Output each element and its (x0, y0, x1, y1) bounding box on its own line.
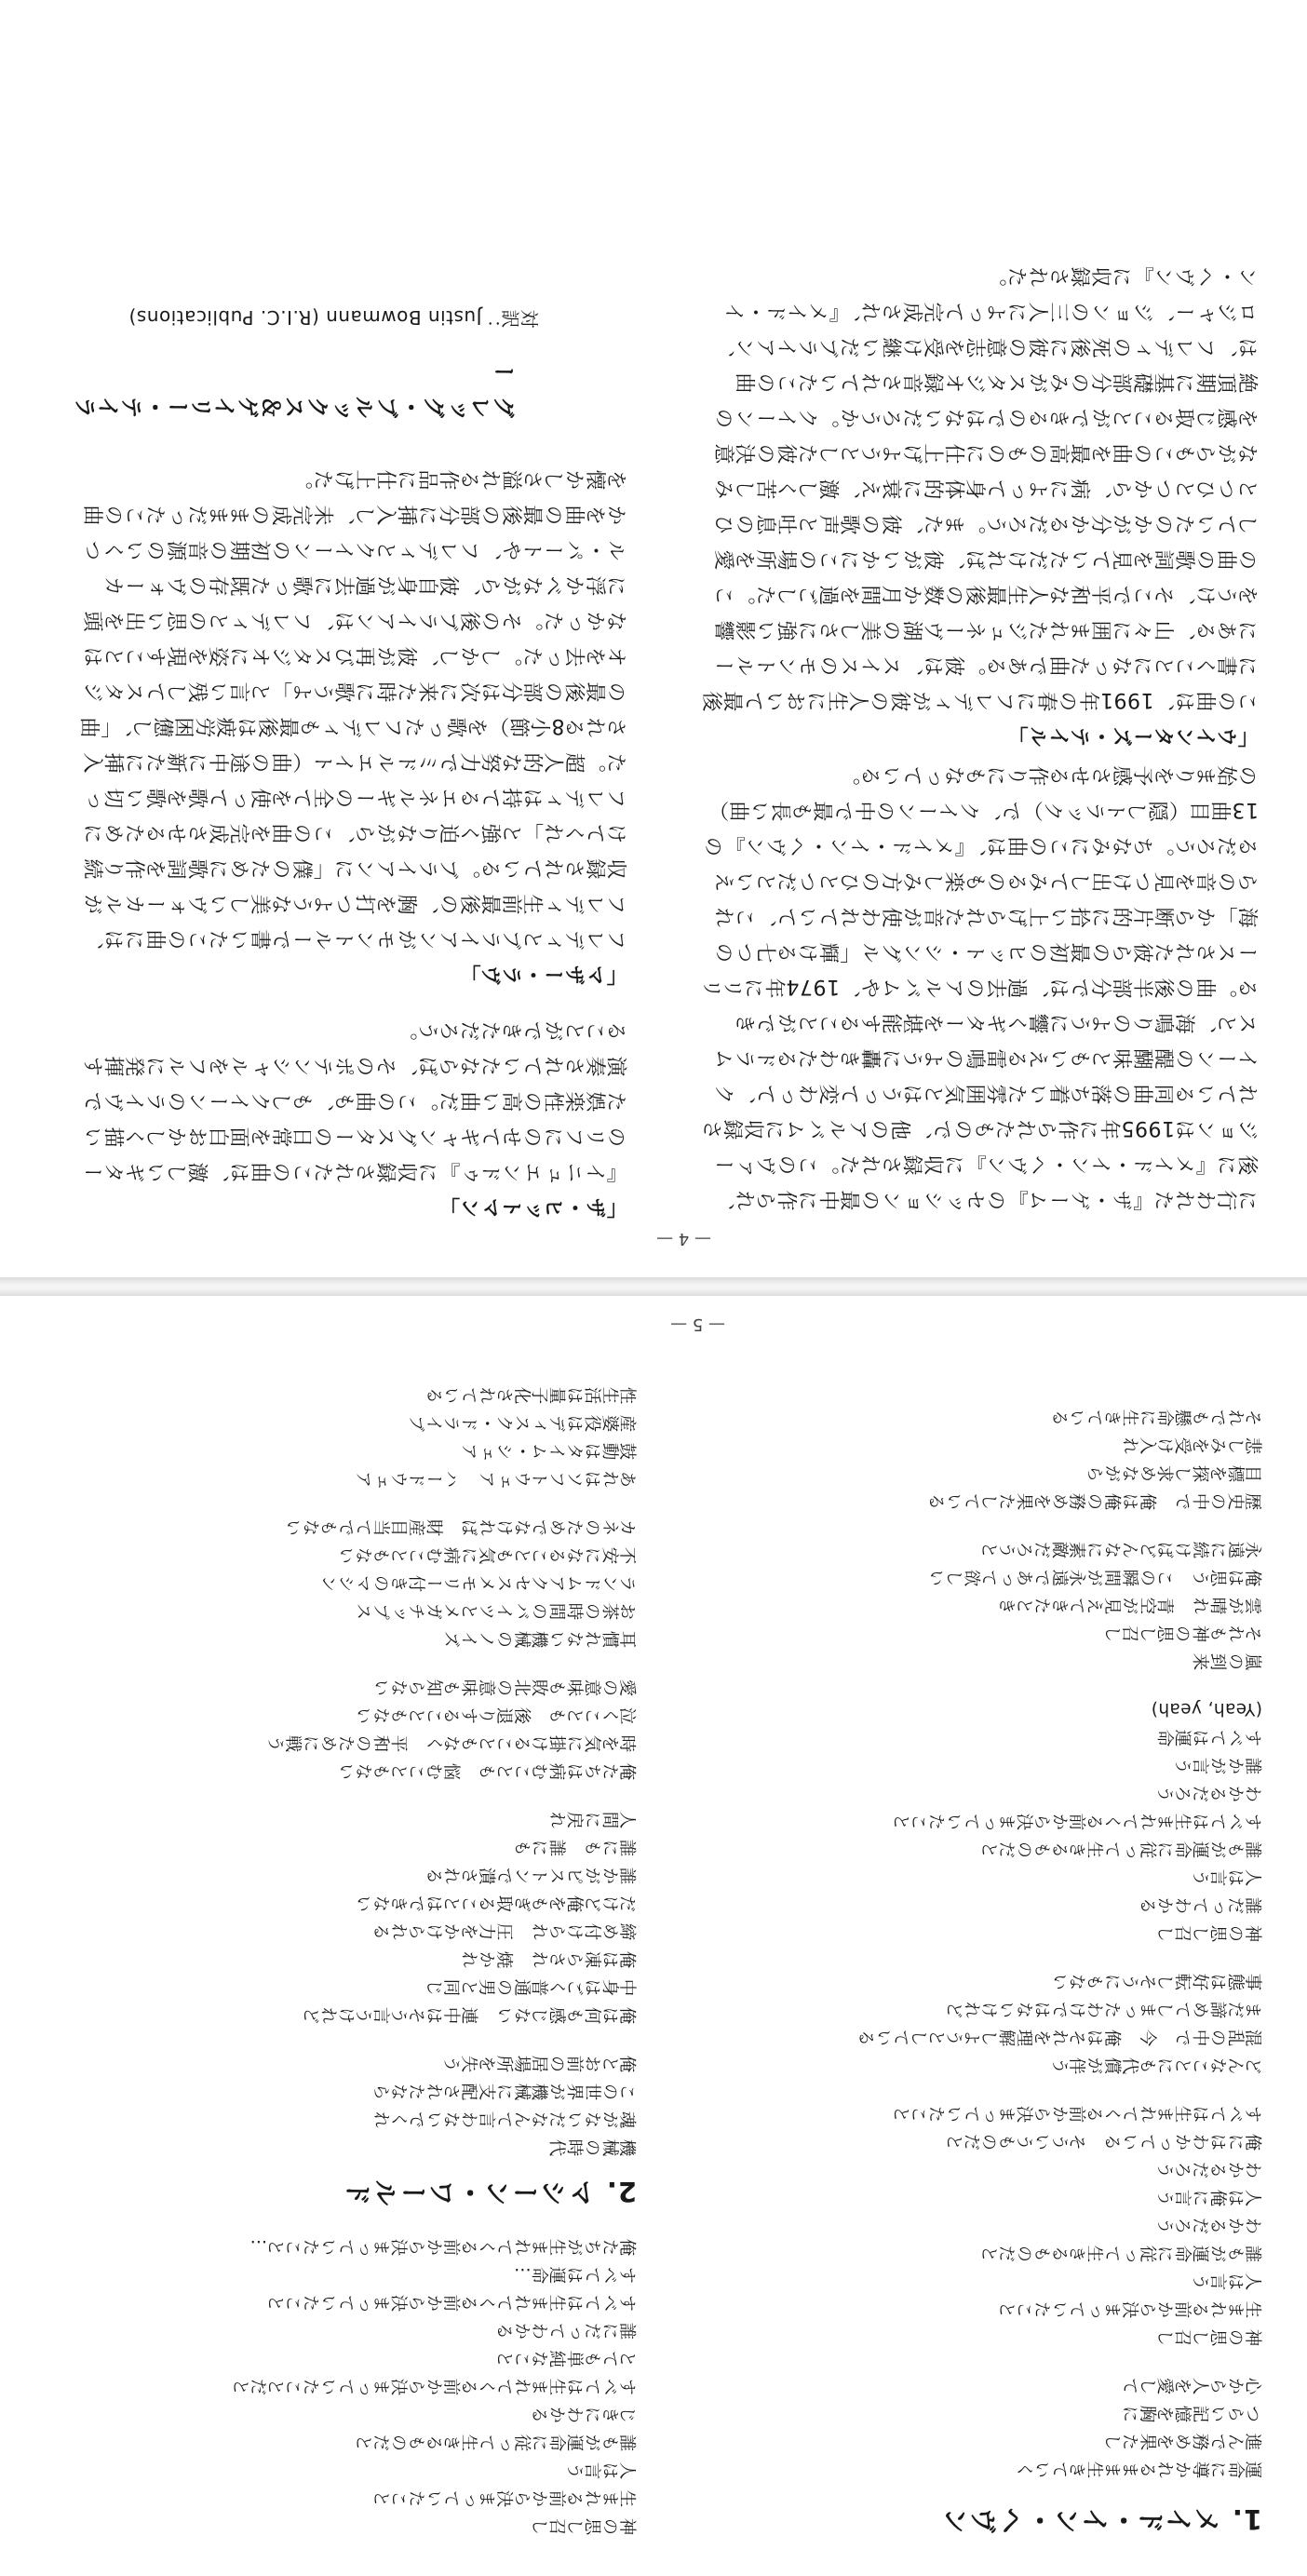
song1-lyric-line: 誰もが運命に従って生きるものだと (980, 2243, 1262, 2262)
song2-lyric-line: ランドムアクセスメモリー付きのマシン (319, 1572, 637, 1592)
song2-lyric-line: カネのためでなければ 財産目当てでもない (285, 1517, 637, 1536)
song1-lyric-line: 人は俺に言う (1156, 2187, 1262, 2206)
song1-lyric-line: わかるだろう (1156, 1783, 1262, 1802)
song1-lyric-line: つらい記憶を胸に (1121, 2403, 1262, 2422)
song2-lyrics (60, 1380, 637, 2160)
song1-lyric-line: 嵐の到来 (1192, 1651, 1262, 1670)
song2-lyric-line: 俺は何も感じない 連中はそう言うけれど (302, 2004, 637, 2024)
song2-lyric-line: 人間に戻れ (548, 1809, 637, 1828)
song2-lyric-line: 泣くことも 後退りすることもない (355, 1705, 637, 1724)
song1-lyric-line: 歴史の中で 俺は俺の務めを果たしている (927, 1490, 1262, 1510)
mother-love-heading: 「マザー・ラヴ」 (460, 962, 627, 985)
page-5-content (0, 1296, 1307, 2576)
song2-lyric-line: この世界が機械に支配されたなら (372, 2081, 637, 2100)
song1-lyric-line: 神の思し召し (1156, 2326, 1262, 2346)
song2-lyric-line: 俺たちは病むことも 悩むこともない (337, 1760, 637, 1780)
page-gutter (0, 1277, 1307, 1296)
song1-lyric-line: 人は言う (566, 2460, 637, 2479)
song2-lyric-line: 俺とお前の居場所を失う (443, 2053, 637, 2072)
song1-lyric-line: 誰かが言う (1174, 1755, 1262, 1774)
song1-block (685, 1389, 1262, 2539)
page-4-content (0, 0, 1307, 1277)
page-5 (0, 1296, 1307, 2576)
translator-credit: 対訳：Justin Bowmann (R.I.C. Publications) (128, 306, 539, 329)
song1-lyric-line: (Yeah, yeah) (1151, 1699, 1262, 1719)
song1-lyric-line: 心から人を愛して (1121, 2375, 1262, 2394)
song1-lyric-line: どんなことにも代償が伴う (1051, 2055, 1262, 2074)
top-text-block (694, 182, 1259, 1216)
song1-lyric-line: 俺にはわかっている そういうものだと (945, 2131, 1262, 2151)
song1-lyric-line: 事態は好転しそうにもない (1051, 1971, 1262, 1990)
song2-lyric-line: 鼓動はタイム・シェア (461, 1440, 637, 1460)
song1-lyric-line: 進んで務めを果たし (1103, 2431, 1262, 2450)
song1-lyric-line: 混乱の中で 今 俺はそれを理解しようとしている (857, 2027, 1262, 2046)
song1-lyric-line: 生まれる前から決まっていたこと (998, 2299, 1262, 2318)
song2-lyric-line: お茶の時間のバイツとメガチップス (355, 1600, 637, 1620)
song1-lyric-line: 誰だってわかる (1139, 1895, 1262, 1914)
song1-lyric-line: 雲が晴れ 青空が見えてきたとき (998, 1595, 1262, 1614)
intro-paragraph: に行われた『ザ・ゲーム』のセッションの最中に作られ、後に『メイド・イン・ヘヴン』に収録された。このヴァージョンは1995年に作られたもので、他のアルバムに収録されている同曲の落ち着いた雰囲気とはうって変わって、クイーンの醍醐味ともいえる雷鳴のように轟きわたるドラムスと、海鳴りのように響くギターを堪能することができる。曲の後半部分では、過去のアルバムや、1974年にリリースされた彼らの最初のヒット・シングル「輝ける七つの海」から断片的に拾い上げられた音が使われていて、これらの音を見つけ出してみるのも楽しみ方のひとつだといえるだろう。ちなみにこの曲は、『メイド・イン・ヘヴン』の13曲目（隠しトラック）で、クイーンの中で最も長い曲）の始まりを予感させる作りにもなっている。 (702, 762, 1259, 1210)
song1-lyric-line: すべては生まれてくる前から決まっていたことだと (232, 2376, 637, 2395)
song1-lyric-line: 人は言う (1192, 1867, 1262, 1886)
song1-lyric-line: それでも懸命に生きている (1051, 1407, 1262, 1426)
song1-lyric-line: 人は言う (1192, 2271, 1262, 2290)
hitman-text: 『イニュエンドゥ』に収録されたこの曲は、激しいギターのリフにのせてギャングスターの日常を面白おかしく描いた娯楽性の高い曲だ。この曲も、もしクイーンのライヴで演奏されていたならば、そのポテンシャルをフルに発揮することができただろう。 (83, 1018, 627, 1182)
song1-lyric-line: 誰にだってわかる (495, 2320, 637, 2340)
song1-title: 1. メイド・イン・ヘヴン (941, 2503, 1262, 2535)
song1-lyric-line: すべては運命… (513, 2264, 637, 2284)
song2-title: 2. マシーン・ワールド (344, 2176, 637, 2207)
song2-lyric-line: あれはソフトウェア ハードウェア (355, 1468, 637, 1488)
song1-lyric-line: すべては生まれてくる前から決まっていたこと (893, 1811, 1262, 1830)
bottom-lyrics-block (60, 1384, 637, 2539)
song2-lyric-line: 中身はごく普通の男と同じ (425, 1976, 637, 1996)
song2-lyric-line: だけど俺をもぎ取ることはできない (355, 1893, 637, 1912)
page-4 (0, 0, 1307, 1277)
song1-lyric-line: 生まれる前から決まっていたこと (372, 2488, 637, 2507)
song1-lyric-line: まだ諦めてしまったわけではないけれど (945, 1999, 1262, 2018)
song2-lyric-line: 耳慣れない機械のノイズ (443, 1628, 637, 1648)
song2-lyric-line: 機械の時代 (548, 2137, 637, 2156)
song1-lyric-line: じきにわかる (531, 2404, 637, 2423)
song1-lyrics (685, 1402, 1262, 2482)
song1-lyric-line: すべては生まれてくる前から決まっていたこと (893, 2103, 1262, 2123)
winters-tale-heading: 「ウインターズ・テイル」 (1007, 723, 1259, 747)
song2-lyric-line: 性生活は量子化されている (425, 1384, 637, 1404)
song1-lyric-line: 俺は思う この瞬間が永遠であって欲しい (927, 1567, 1262, 1586)
song1-lyric-line: 運命に導かれるまま生きていく (1016, 2459, 1262, 2478)
page-number-4: — 4 — (656, 1229, 711, 1248)
page-number-5: — 5 — (670, 1315, 725, 1334)
song1-lyric-line: 俺たちが生まれてくる前から決まっていたこと… (249, 2236, 637, 2256)
hitman-heading: 「ザ・ヒットマン」 (438, 1194, 627, 1218)
song2-lyric-line: 魂がないだなんて言わないでくれ (372, 2109, 637, 2128)
song1-lyric-line: それも神の思し召し (1103, 1623, 1262, 1642)
song2-lyric-line: 俺は凍らされ 焼かれ (461, 1949, 637, 1968)
song1-lyric-line: すべては生まれてくる前から決まっていたこと (267, 2292, 637, 2312)
song1-lyric-line: 誰もが運命に従って生きるものだと (980, 1839, 1262, 1858)
song1-lyric-line: 誰もが運命に従って生きるものだと (355, 2432, 637, 2451)
song1-lyric-line: とても単純なこと (495, 2348, 637, 2367)
song1-lyric-line: わかるだろう (1156, 2159, 1262, 2178)
winters-tale-text: この曲は、1991年の春にフレディが彼の人生において最後に書くことになった曲である。彼は、スイスのモントルーにある、山々に囲まれたジュネーヴ湖の美しさに強い影響をうけ、そこで平和な人生最後の数か月間を過ごした。この曲の歌詞を見ていただければ、彼がいかにこの場所を愛していたのかが分かるだろう。また、彼の歌声と吐息のひとつひとつから、病によって身体的に衰え、激しく苦しみながらもこの曲を最高のものに仕上げようとした彼の決意を感じ取ることができるのではないだろうか。クイーンの絶頂期に基礎部分のみがスタジオ録音されていたこの曲は、フレディの死後に彼の意志を受け継いだブライアン、ロジャー、ジョンの三人によって完成され、『メイド・イン・ヘヴン』に収録された。 (702, 263, 1259, 711)
song1-lyric-line: すべては運命 (1156, 1727, 1262, 1747)
song2-lyric-line: 誰にも 誰にも (513, 1837, 637, 1856)
mother-love-text: フレディとブライアンがモントルーで書いたこの曲には、フレディ生前最後の、胸を打つような美しいヴォーカルが収録されている。ブライアンに「僕のために歌詞を作り続けてくれ」と強く迫りながら、この曲を完成させるためにフレディは持てるエネルギーの全てを使って歌を歌い切った。超人的な努力でミドルエイト（曲の途中に新たに挿入される8小節）を歌ったフレディも最後は疲労困憊し、「曲の最後の部分は次に来た時に歌うよ」と言い残してスタジオを去った。しかし、彼が再びスタジオに姿を現すことはなかった。その後ブライアンは、フレディとの思い出を頭に浮かべながら、彼自身が過去に歌った既存のヴォーカル・パートや、フレディとクイーンの初期の音源のいくつかを曲の最後の部分に挿入し、未完成のままだったこの曲を懐かしさ溢れる作品に仕上げた。 (79, 466, 627, 950)
song2-lyric-line: 誰かがピストンで潰される (425, 1865, 637, 1884)
song2-lyric-line: 締め付けられ 圧力をかけられる (372, 1921, 637, 1940)
song2-lyric-line: 不安になることも気に病むこともない (337, 1544, 637, 1564)
song1-lyric-line: 神の思し召し (531, 2515, 637, 2535)
song1-lyric-line: 悲しみを受け入れ (1121, 1435, 1262, 1454)
song1-lyric-line: 目標を探し求めながら (1086, 1463, 1262, 1482)
song2-lyric-line: 愛の意味も敗北の意味も知らない (372, 1677, 637, 1696)
song1-lyrics-continued (60, 2232, 637, 2539)
song1-lyric-line: 永遠に続けばどんなに素敵だろうと (980, 1539, 1262, 1558)
song2-lyric-line: 産婆役はディスク・ドライブ (408, 1412, 637, 1432)
song1-lyric-line: 神の思し召し (1156, 1922, 1262, 1942)
bottom-text-block (63, 125, 627, 1223)
author-signature: グレッグ・ブルックス＆ゲイリー・テイラー (74, 357, 516, 418)
song1-lyric-line: わかるだろう (1156, 2215, 1262, 2234)
song2-lyric-line: 時を気に掛けることもなく 平和のために戦う (267, 1733, 637, 1752)
